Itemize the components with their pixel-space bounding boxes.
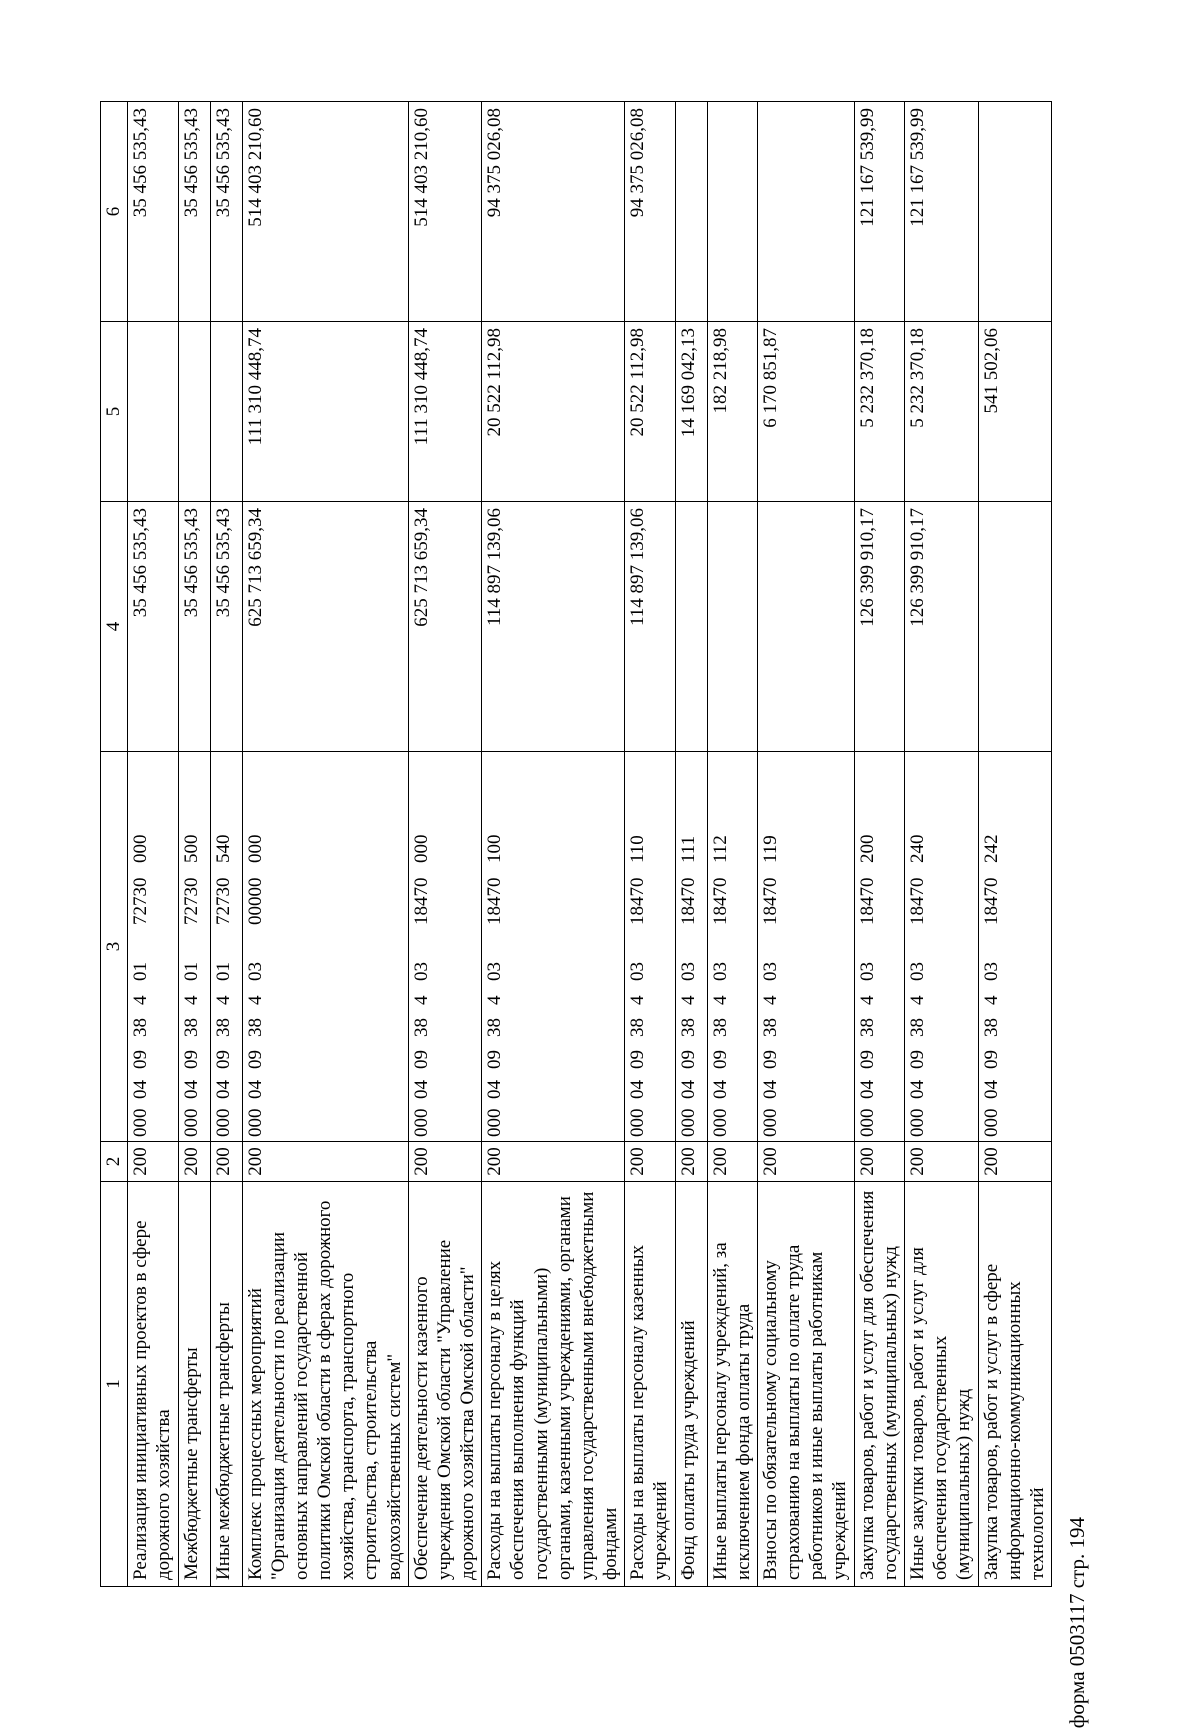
code-segment: 04 bbox=[677, 1080, 699, 1099]
code-segment: 09 bbox=[759, 1050, 781, 1069]
row-classification-code bbox=[978, 752, 1052, 1142]
code-segment: 03 bbox=[759, 962, 781, 981]
col-header-6: 6 bbox=[101, 102, 128, 322]
code-segment: 38 bbox=[906, 1018, 928, 1037]
code-segment: 03 bbox=[709, 962, 731, 981]
row-col6-amount: 35 456 535,43 bbox=[210, 102, 242, 322]
row-name: Закупка товаров, работ и услуг в сфере информационно-коммуникационных технологий bbox=[978, 1182, 1052, 1587]
row-col5-amount: 541 502,06 bbox=[978, 322, 1052, 502]
row-col5-amount: 111 310 448,74 bbox=[242, 322, 408, 502]
code-segment: 72730 bbox=[212, 877, 234, 925]
col-header-4: 4 bbox=[101, 502, 128, 752]
row-name: Иные межбюджетные трансферты bbox=[210, 1182, 242, 1587]
table-row bbox=[128, 102, 178, 1587]
code-segment: 03 bbox=[627, 962, 649, 981]
code-segment: 04 bbox=[759, 1080, 781, 1099]
row-classification-code bbox=[128, 752, 178, 1142]
row-col5-amount: 5 232 370,18 bbox=[854, 322, 904, 502]
row-col5-amount: 20 522 112,98 bbox=[625, 322, 675, 502]
row-name: Закупка товаров, работ и услуг для обеспечения государственных (муниципальных) нужд bbox=[854, 1182, 904, 1587]
code-segment: 000 bbox=[244, 834, 266, 863]
row-col5-amount: 5 232 370,18 bbox=[904, 322, 978, 502]
code-segment: 240 bbox=[906, 834, 928, 863]
code-segment: 000 bbox=[906, 1108, 928, 1137]
code-segment: 242 bbox=[980, 834, 1002, 863]
table-row bbox=[904, 102, 978, 1587]
row-line-code: 200 bbox=[675, 1142, 707, 1182]
code-segment: 000 bbox=[180, 1108, 202, 1137]
code-segment: 18470 bbox=[980, 877, 1002, 925]
code-segment: 09 bbox=[677, 1050, 699, 1069]
code-segment: 18470 bbox=[759, 877, 781, 925]
code-segment: 01 bbox=[212, 962, 234, 981]
row-col4-amount bbox=[978, 502, 1052, 752]
code-segment: 100 bbox=[484, 834, 506, 863]
row-col5-amount: 14 169 042,13 bbox=[675, 322, 707, 502]
code-segment: 119 bbox=[759, 835, 781, 863]
row-name: Обеспечение деятельности казенного учреждения Омской области "Управление дорожного хозяйства Омской области" bbox=[408, 1182, 482, 1587]
code-segment: 18470 bbox=[856, 877, 878, 925]
row-name: Комплекс процессных мероприятий "Организация деятельности по реализации основных направлений государственной политики Омской области в сферах дорожного хозяйства, транспорта, транспортного строительства, строительства водохозяйственных систем" bbox=[242, 1182, 408, 1587]
code-segment: 540 bbox=[212, 834, 234, 863]
code-segment: 09 bbox=[709, 1050, 731, 1069]
code-segment: 000 bbox=[677, 1108, 699, 1137]
code-segment: 000 bbox=[130, 1108, 152, 1137]
code-segment: 38 bbox=[759, 1018, 781, 1037]
row-col4-amount: 35 456 535,43 bbox=[178, 502, 210, 752]
row-col5-amount bbox=[210, 322, 242, 502]
code-segment: 18470 bbox=[484, 877, 506, 925]
code-segment: 03 bbox=[677, 962, 699, 981]
row-col4-amount: 625 713 659,34 bbox=[408, 502, 482, 752]
row-classification-code bbox=[408, 752, 482, 1142]
code-segment: 4 bbox=[677, 995, 699, 1005]
code-segment: 4 bbox=[906, 995, 928, 1005]
code-segment: 4 bbox=[484, 995, 506, 1005]
row-classification-code bbox=[210, 752, 242, 1142]
row-name: Расходы на выплаты персоналу казенных учреждений bbox=[625, 1182, 675, 1587]
code-segment: 09 bbox=[410, 1050, 432, 1069]
row-col4-amount bbox=[707, 502, 757, 752]
code-segment: 04 bbox=[244, 1080, 266, 1099]
code-segment: 38 bbox=[484, 1018, 506, 1037]
budget-table bbox=[100, 101, 1052, 1587]
code-segment: 000 bbox=[130, 834, 152, 863]
code-segment: 09 bbox=[180, 1050, 202, 1069]
row-classification-code bbox=[757, 752, 854, 1142]
code-segment: 4 bbox=[244, 995, 266, 1005]
code-segment: 38 bbox=[856, 1018, 878, 1037]
code-segment: 09 bbox=[627, 1050, 649, 1069]
code-segment: 000 bbox=[980, 1108, 1002, 1137]
row-col4-amount: 114 897 139,06 bbox=[482, 502, 625, 752]
row-col4-amount: 114 897 139,06 bbox=[625, 502, 675, 752]
row-name: Иные выплаты персоналу учреждений, за исключением фонда оплаты труда bbox=[707, 1182, 757, 1587]
row-col4-amount bbox=[757, 502, 854, 752]
row-col6-amount bbox=[757, 102, 854, 322]
form-label: форма 0503117 стр. 194 bbox=[1065, 1517, 1089, 1728]
row-classification-code bbox=[482, 752, 625, 1142]
code-segment: 112 bbox=[709, 835, 731, 863]
col-header-5: 5 bbox=[101, 322, 128, 502]
code-segment: 4 bbox=[180, 995, 202, 1005]
code-segment: 01 bbox=[180, 962, 202, 981]
code-segment: 09 bbox=[856, 1050, 878, 1069]
table-row bbox=[210, 102, 242, 1587]
row-col6-amount bbox=[978, 102, 1052, 322]
code-segment: 110 bbox=[627, 835, 649, 863]
row-line-code: 200 bbox=[757, 1142, 854, 1182]
table-row bbox=[482, 102, 625, 1587]
row-col5-amount: 182 218,98 bbox=[707, 322, 757, 502]
row-line-code: 200 bbox=[242, 1142, 408, 1182]
code-segment: 04 bbox=[627, 1080, 649, 1099]
row-col6-amount: 121 167 539,99 bbox=[854, 102, 904, 322]
row-col6-amount: 514 403 210,60 bbox=[242, 102, 408, 322]
table-row bbox=[707, 102, 757, 1587]
row-col5-amount: 6 170 851,87 bbox=[757, 322, 854, 502]
row-classification-code bbox=[707, 752, 757, 1142]
code-segment: 04 bbox=[856, 1080, 878, 1099]
code-segment: 38 bbox=[677, 1018, 699, 1037]
code-segment: 38 bbox=[244, 1018, 266, 1037]
code-segment: 01 bbox=[130, 962, 152, 981]
table-row bbox=[408, 102, 482, 1587]
code-segment: 03 bbox=[856, 962, 878, 981]
code-segment: 04 bbox=[130, 1080, 152, 1099]
code-segment: 04 bbox=[980, 1080, 1002, 1099]
code-segment: 00000 bbox=[244, 877, 266, 925]
row-col6-amount: 94 375 026,08 bbox=[625, 102, 675, 322]
code-segment: 09 bbox=[980, 1050, 1002, 1069]
code-segment: 4 bbox=[410, 995, 432, 1005]
row-line-code: 200 bbox=[178, 1142, 210, 1182]
row-classification-code bbox=[675, 752, 707, 1142]
code-segment: 04 bbox=[180, 1080, 202, 1099]
row-line-code: 200 bbox=[854, 1142, 904, 1182]
row-col5-amount: 111 310 448,74 bbox=[408, 322, 482, 502]
code-segment: 000 bbox=[410, 1108, 432, 1137]
code-segment: 4 bbox=[856, 995, 878, 1005]
row-col4-amount: 126 399 910,17 bbox=[904, 502, 978, 752]
code-segment: 38 bbox=[980, 1018, 1002, 1037]
code-segment: 09 bbox=[244, 1050, 266, 1069]
table-body bbox=[128, 102, 1052, 1587]
code-segment: 500 bbox=[180, 834, 202, 863]
code-segment: 72730 bbox=[130, 877, 152, 925]
code-segment: 18470 bbox=[906, 877, 928, 925]
row-col5-amount bbox=[128, 322, 178, 502]
row-col6-amount: 94 375 026,08 bbox=[482, 102, 625, 322]
table-row bbox=[854, 102, 904, 1587]
row-line-code: 200 bbox=[210, 1142, 242, 1182]
code-segment: 38 bbox=[180, 1018, 202, 1037]
code-segment: 18470 bbox=[709, 877, 731, 925]
row-classification-code bbox=[178, 752, 210, 1142]
code-segment: 09 bbox=[212, 1050, 234, 1069]
row-col4-amount: 625 713 659,34 bbox=[242, 502, 408, 752]
row-name: Межбюджетные трансферты bbox=[178, 1182, 210, 1587]
code-segment: 18470 bbox=[410, 877, 432, 925]
row-line-code: 200 bbox=[408, 1142, 482, 1182]
row-line-code: 200 bbox=[482, 1142, 625, 1182]
row-col6-amount: 514 403 210,60 bbox=[408, 102, 482, 322]
header-row bbox=[101, 102, 128, 1587]
code-segment: 200 bbox=[856, 834, 878, 863]
row-name: Реализация инициативных проектов в сфере дорожного хозяйства bbox=[128, 1182, 178, 1587]
row-col6-amount bbox=[707, 102, 757, 322]
code-segment: 04 bbox=[906, 1080, 928, 1099]
code-segment: 000 bbox=[856, 1108, 878, 1137]
code-segment: 03 bbox=[980, 962, 1002, 981]
row-name: Расходы на выплаты персоналу в целях обеспечения выполнения функций государственными (муниципальными) органами, казенными учреждениями, органами управления государственными внебюджетными фондами bbox=[482, 1182, 625, 1587]
row-col4-amount: 35 456 535,43 bbox=[210, 502, 242, 752]
code-segment: 000 bbox=[627, 1108, 649, 1137]
row-classification-code bbox=[625, 752, 675, 1142]
code-segment: 4 bbox=[212, 995, 234, 1005]
code-segment: 03 bbox=[906, 962, 928, 981]
code-segment: 38 bbox=[212, 1018, 234, 1037]
code-segment: 4 bbox=[709, 995, 731, 1005]
code-segment: 111 bbox=[677, 835, 699, 863]
code-segment: 03 bbox=[244, 962, 266, 981]
code-segment: 03 bbox=[410, 962, 432, 981]
code-segment: 18470 bbox=[677, 877, 699, 925]
row-classification-code bbox=[242, 752, 408, 1142]
row-line-code: 200 bbox=[625, 1142, 675, 1182]
table-row bbox=[675, 102, 707, 1587]
row-line-code: 200 bbox=[707, 1142, 757, 1182]
row-line-code: 200 bbox=[128, 1142, 178, 1182]
row-line-code: 200 bbox=[978, 1142, 1052, 1182]
code-segment: 09 bbox=[484, 1050, 506, 1069]
col-header-1: 1 bbox=[101, 1182, 128, 1587]
code-segment: 09 bbox=[906, 1050, 928, 1069]
table-row bbox=[757, 102, 854, 1587]
table-row bbox=[978, 102, 1052, 1587]
table-row bbox=[178, 102, 210, 1587]
code-segment: 04 bbox=[709, 1080, 731, 1099]
row-col6-amount: 35 456 535,43 bbox=[178, 102, 210, 322]
code-segment: 04 bbox=[212, 1080, 234, 1099]
code-segment: 000 bbox=[212, 1108, 234, 1137]
table-row bbox=[242, 102, 408, 1587]
row-col6-amount: 35 456 535,43 bbox=[128, 102, 178, 322]
row-line-code: 200 bbox=[904, 1142, 978, 1182]
code-segment: 03 bbox=[484, 962, 506, 981]
code-segment: 38 bbox=[130, 1018, 152, 1037]
row-col4-amount: 126 399 910,17 bbox=[854, 502, 904, 752]
code-segment: 000 bbox=[244, 1108, 266, 1137]
code-segment: 04 bbox=[410, 1080, 432, 1099]
col-header-2: 2 bbox=[101, 1142, 128, 1182]
code-segment: 000 bbox=[410, 834, 432, 863]
code-segment: 38 bbox=[410, 1018, 432, 1037]
row-classification-code bbox=[904, 752, 978, 1142]
code-segment: 38 bbox=[709, 1018, 731, 1037]
row-col5-amount bbox=[178, 322, 210, 502]
code-segment: 38 bbox=[627, 1018, 649, 1037]
col-header-3: 3 bbox=[101, 752, 128, 1142]
row-col4-amount: 35 456 535,43 bbox=[128, 502, 178, 752]
table-row bbox=[625, 102, 675, 1587]
row-col6-amount: 121 167 539,99 bbox=[904, 102, 978, 322]
code-segment: 04 bbox=[484, 1080, 506, 1099]
row-classification-code bbox=[854, 752, 904, 1142]
row-name: Иные закупки товаров, работ и услуг для обеспечения государственных (муниципальных) нужд bbox=[904, 1182, 978, 1587]
code-segment: 18470 bbox=[627, 877, 649, 925]
code-segment: 4 bbox=[980, 995, 1002, 1005]
code-segment: 4 bbox=[627, 995, 649, 1005]
row-col4-amount bbox=[675, 502, 707, 752]
code-segment: 4 bbox=[130, 995, 152, 1005]
code-segment: 09 bbox=[130, 1050, 152, 1069]
row-name: Фонд оплаты труда учреждений bbox=[675, 1182, 707, 1587]
row-col6-amount bbox=[675, 102, 707, 322]
code-segment: 72730 bbox=[180, 877, 202, 925]
row-col5-amount: 20 522 112,98 bbox=[482, 322, 625, 502]
code-segment: 000 bbox=[759, 1108, 781, 1137]
code-segment: 000 bbox=[484, 1108, 506, 1137]
row-name: Взносы по обязательному социальному страхованию на выплаты по оплате труда работников и иные выплаты работникам учреждений bbox=[757, 1182, 854, 1587]
code-segment: 000 bbox=[709, 1108, 731, 1137]
code-segment: 4 bbox=[759, 995, 781, 1005]
